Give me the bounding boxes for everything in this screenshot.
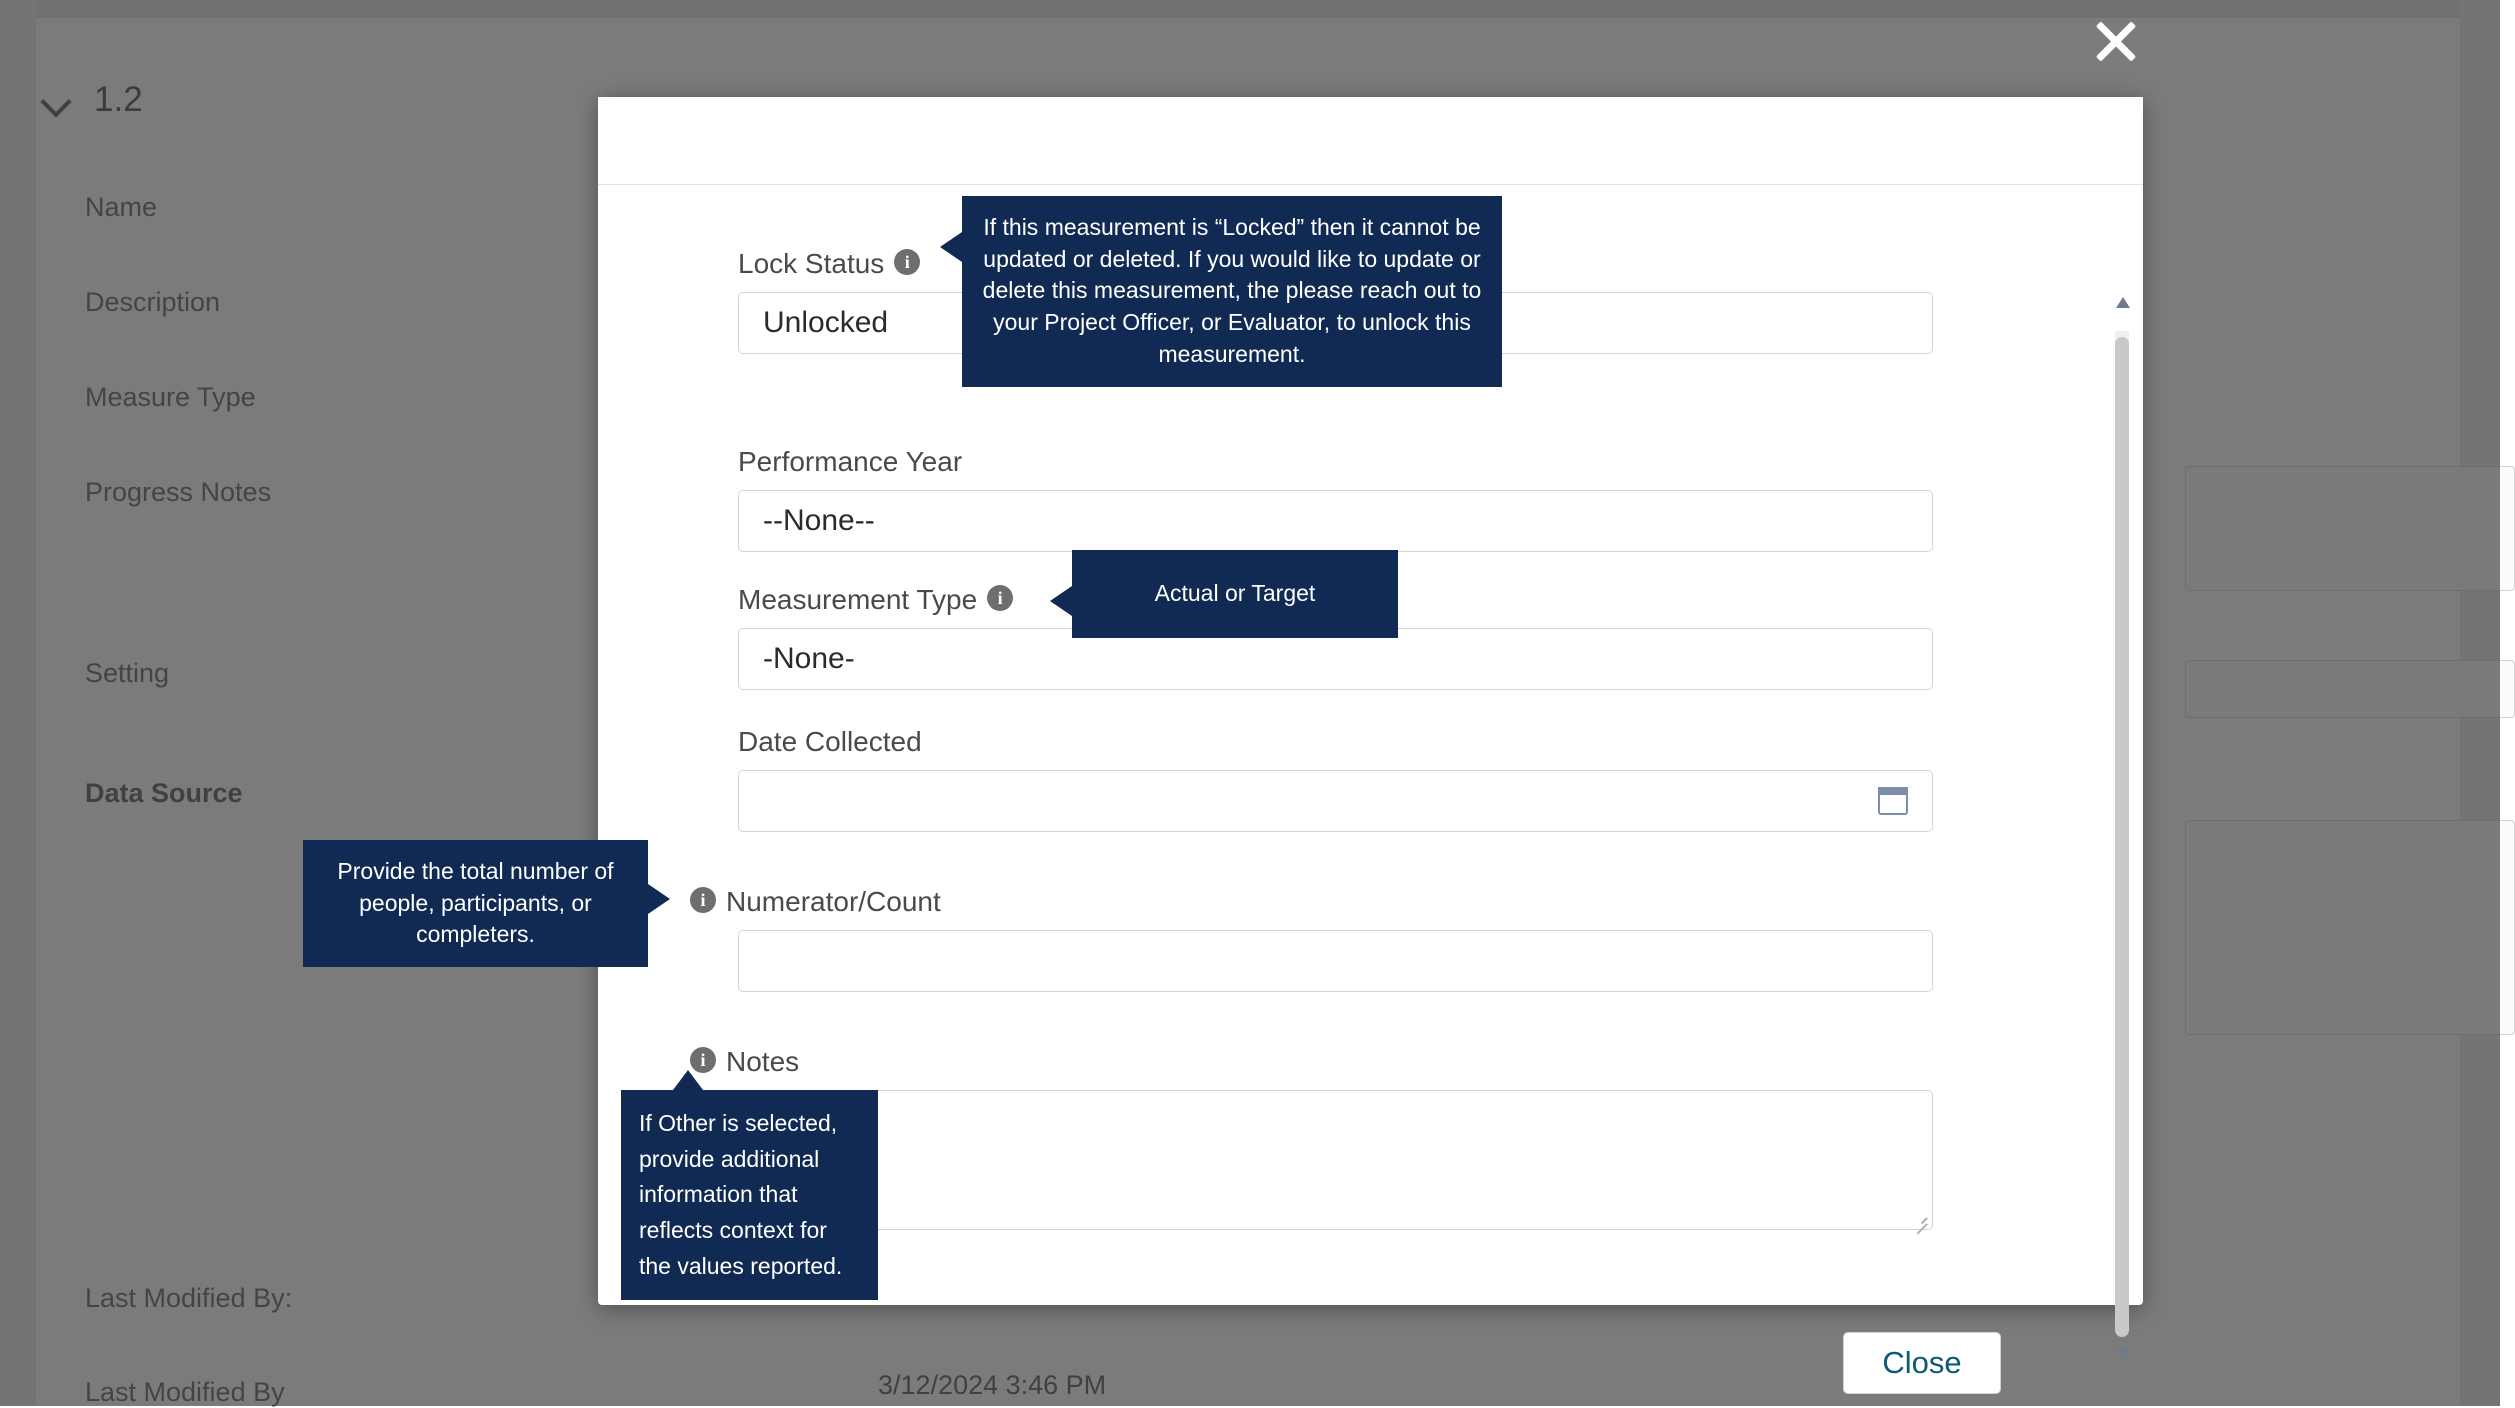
tooltip-notes — [621, 1090, 878, 1300]
tooltip-tail — [1050, 586, 1072, 616]
tooltip-tail — [673, 1070, 703, 1090]
notes-label: Notes — [726, 1046, 800, 1077]
tooltip-notes-text: If Other is selected, provide additional information that reflects context for the values reported. — [639, 1110, 843, 1279]
info-icon[interactable]: i — [690, 1047, 716, 1073]
notes-textarea[interactable] — [738, 1090, 1933, 1230]
modal-scrollbar[interactable] — [2115, 297, 2129, 1362]
close-button[interactable]: Close — [1843, 1332, 2001, 1394]
date-collected-label: Date Collected — [738, 726, 922, 757]
tooltip-tail — [940, 232, 962, 262]
resize-handle-icon[interactable] — [1913, 1211, 1927, 1225]
field-date-collected — [738, 726, 1933, 832]
numerator-count-label: Numerator/Count — [726, 886, 941, 917]
field-performance-year — [738, 446, 1933, 552]
lock-status-value: Unlocked — [763, 306, 889, 339]
calendar-icon[interactable] — [1878, 787, 1908, 815]
lock-status-label: Lock Status — [738, 248, 885, 279]
performance-year-value: --None-- — [763, 504, 875, 537]
performance-year-label: Performance Year — [738, 446, 963, 477]
tooltip-lock-status — [962, 196, 1502, 387]
tooltip-numerator-text: Provide the total number of people, participants, or completers. — [337, 858, 614, 948]
measurement-type-label: Measurement Type — [738, 584, 978, 615]
scroll-up-arrow-icon[interactable] — [2115, 297, 2131, 313]
info-icon[interactable]: i — [894, 249, 920, 275]
tooltip-tail — [648, 884, 670, 914]
modal-header — [598, 97, 2143, 185]
tooltip-measurement-type-text: Actual or Target — [1154, 580, 1316, 606]
info-icon[interactable]: i — [690, 887, 716, 913]
date-collected-input[interactable] — [738, 770, 1933, 832]
field-notes — [700, 1046, 1933, 1230]
measurement-type-value: -None- — [763, 642, 855, 675]
tooltip-lock-status-text: If this measurement is “Locked” then it cannot be updated or deleted. If you would like to update or delete this measurement, the please reach out to your Project Officer, or Evaluator, to unlock this measurement. — [982, 214, 1482, 367]
close-icon[interactable] — [2085, 10, 2147, 72]
performance-year-select[interactable] — [738, 490, 1933, 552]
scroll-down-arrow-icon[interactable] — [2115, 1347, 2131, 1363]
tooltip-measurement-type — [1072, 550, 1398, 638]
tooltip-numerator — [303, 840, 648, 967]
numerator-count-input[interactable] — [738, 930, 1933, 992]
field-numerator-count — [700, 886, 1933, 992]
scrollbar-thumb[interactable] — [2115, 337, 2129, 1337]
info-icon[interactable]: i — [987, 585, 1013, 611]
